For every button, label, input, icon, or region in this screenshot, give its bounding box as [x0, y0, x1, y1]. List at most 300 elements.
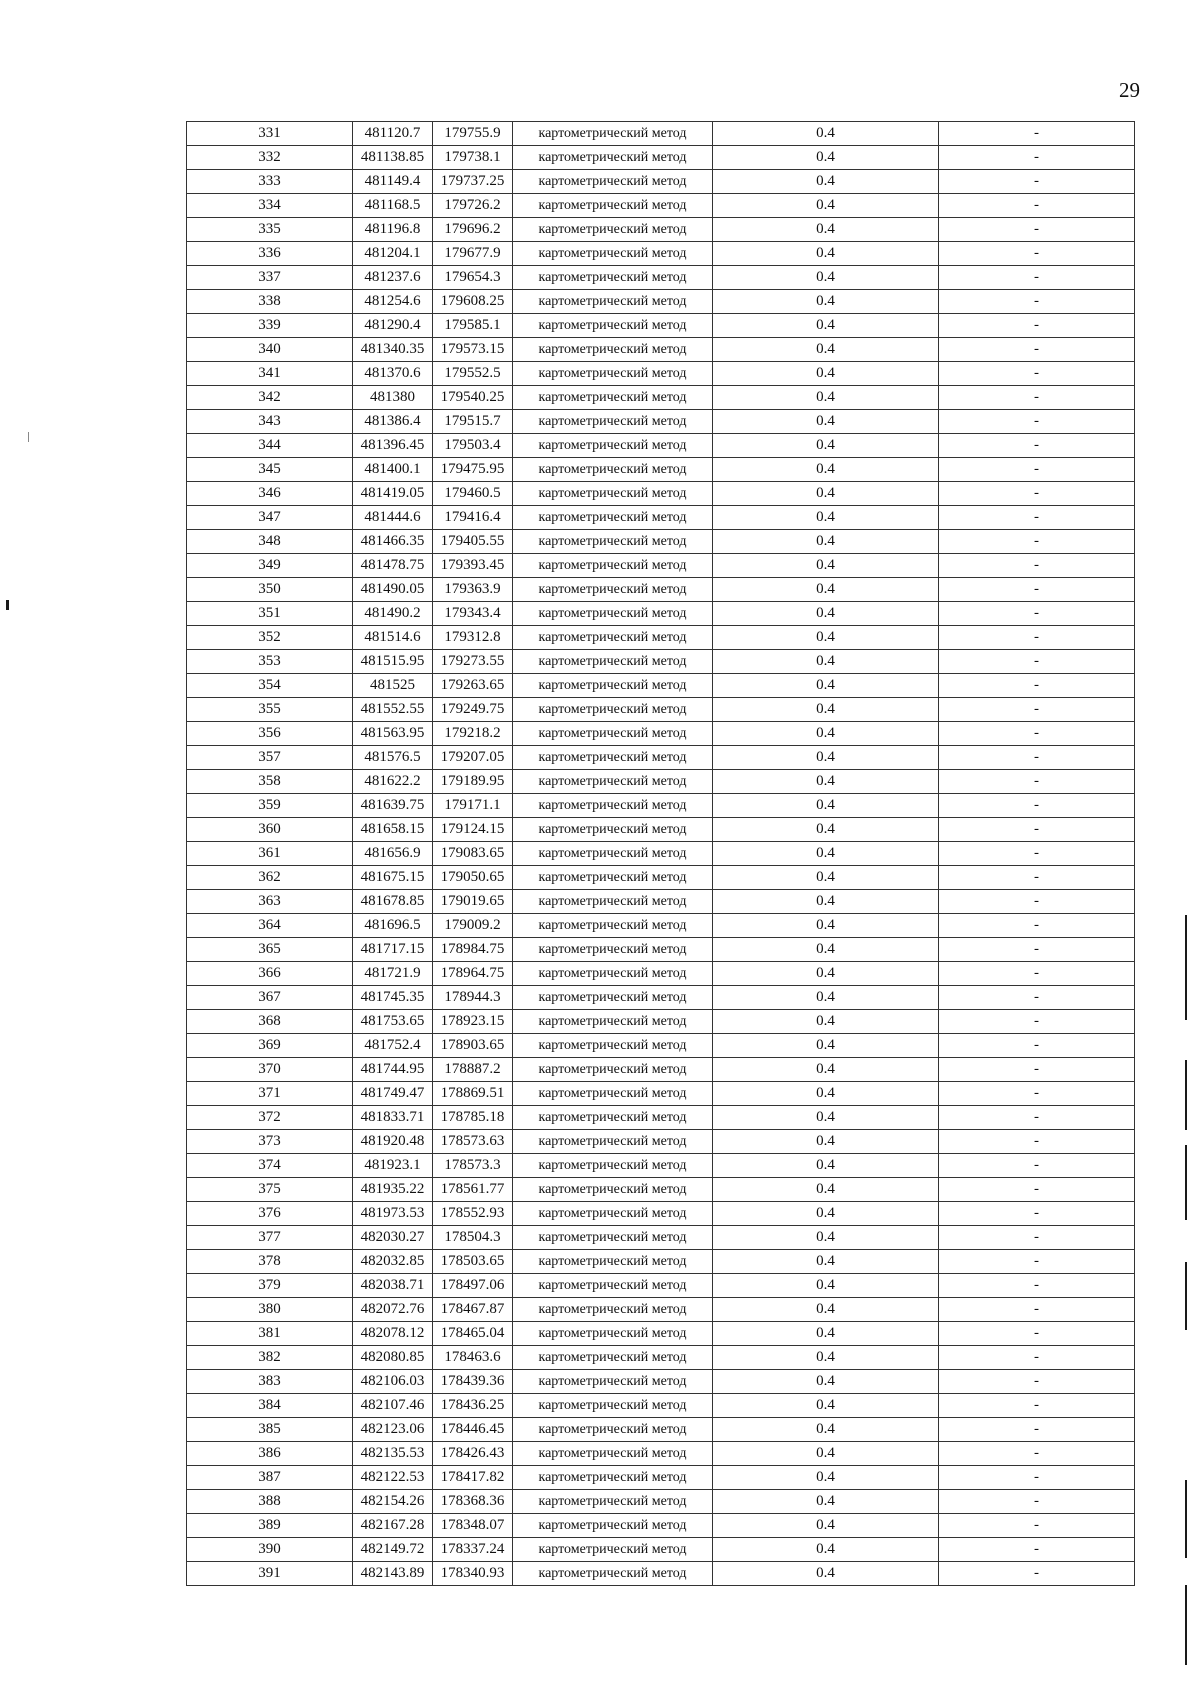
cell-method: картометрический метод	[513, 1178, 713, 1202]
table-row	[187, 506, 1135, 530]
cell-y-coordinate: 179207.05	[433, 746, 513, 770]
cell-x-coordinate: 481237.6	[353, 266, 433, 290]
cell-y-coordinate: 179019.65	[433, 890, 513, 914]
cell-method: картометрический метод	[513, 122, 713, 146]
cell-x-coordinate: 481752.4	[353, 1034, 433, 1058]
table-row	[187, 1298, 1135, 1322]
cell-point-number: 380	[187, 1298, 353, 1322]
cell-point-number: 377	[187, 1226, 353, 1250]
cell-note: -	[939, 458, 1135, 482]
cell-method: картометрический метод	[513, 386, 713, 410]
cell-y-coordinate: 179263.65	[433, 674, 513, 698]
cell-point-number: 375	[187, 1178, 353, 1202]
cell-note: -	[939, 1322, 1135, 1346]
cell-x-coordinate: 481380	[353, 386, 433, 410]
cell-y-coordinate: 178467.87	[433, 1298, 513, 1322]
cell-point-number: 354	[187, 674, 353, 698]
cell-accuracy: 0.4	[713, 1178, 939, 1202]
cell-method: картометрический метод	[513, 434, 713, 458]
cell-point-number: 346	[187, 482, 353, 506]
cell-point-number: 338	[187, 290, 353, 314]
table-row	[187, 1418, 1135, 1442]
cell-y-coordinate: 179416.4	[433, 506, 513, 530]
table-row	[187, 1010, 1135, 1034]
cell-method: картометрический метод	[513, 506, 713, 530]
table-row	[187, 218, 1135, 242]
cell-point-number: 379	[187, 1274, 353, 1298]
cell-method: картометрический метод	[513, 242, 713, 266]
cell-method: картометрический метод	[513, 890, 713, 914]
cell-accuracy: 0.4	[713, 650, 939, 674]
table-row	[187, 1250, 1135, 1274]
cell-x-coordinate: 481658.15	[353, 818, 433, 842]
cell-point-number: 388	[187, 1490, 353, 1514]
cell-note: -	[939, 1010, 1135, 1034]
cell-method: картометрический метод	[513, 218, 713, 242]
cell-accuracy: 0.4	[713, 1442, 939, 1466]
cell-method: картометрический метод	[513, 314, 713, 338]
cell-method: картометрический метод	[513, 1154, 713, 1178]
cell-y-coordinate: 179050.65	[433, 866, 513, 890]
scan-mark	[1185, 1262, 1187, 1330]
cell-y-coordinate: 178573.63	[433, 1130, 513, 1154]
table-row	[187, 1034, 1135, 1058]
cell-method: картометрический метод	[513, 602, 713, 626]
table-row	[187, 578, 1135, 602]
cell-point-number: 332	[187, 146, 353, 170]
cell-note: -	[939, 1058, 1135, 1082]
cell-accuracy: 0.4	[713, 1130, 939, 1154]
cell-note: -	[939, 1250, 1135, 1274]
cell-x-coordinate: 481204.1	[353, 242, 433, 266]
table-row	[187, 194, 1135, 218]
cell-point-number: 386	[187, 1442, 353, 1466]
cell-accuracy: 0.4	[713, 242, 939, 266]
table-row	[187, 794, 1135, 818]
cell-accuracy: 0.4	[713, 218, 939, 242]
cell-point-number: 347	[187, 506, 353, 530]
table-row	[187, 962, 1135, 986]
cell-point-number: 383	[187, 1370, 353, 1394]
cell-accuracy: 0.4	[713, 1058, 939, 1082]
cell-x-coordinate: 482080.85	[353, 1346, 433, 1370]
cell-point-number: 343	[187, 410, 353, 434]
cell-y-coordinate: 178446.45	[433, 1418, 513, 1442]
cell-y-coordinate: 178887.2	[433, 1058, 513, 1082]
cell-x-coordinate: 482032.85	[353, 1250, 433, 1274]
cell-accuracy: 0.4	[713, 866, 939, 890]
cell-x-coordinate: 481515.95	[353, 650, 433, 674]
cell-accuracy: 0.4	[713, 986, 939, 1010]
table-row	[187, 842, 1135, 866]
table-row	[187, 1274, 1135, 1298]
table-row	[187, 482, 1135, 506]
cell-point-number: 345	[187, 458, 353, 482]
cell-method: картометрический метод	[513, 146, 713, 170]
cell-accuracy: 0.4	[713, 914, 939, 938]
cell-point-number: 340	[187, 338, 353, 362]
cell-x-coordinate: 481138.85	[353, 146, 433, 170]
cell-note: -	[939, 578, 1135, 602]
cell-y-coordinate: 178984.75	[433, 938, 513, 962]
cell-accuracy: 0.4	[713, 146, 939, 170]
cell-method: картометрический метод	[513, 1034, 713, 1058]
cell-point-number: 384	[187, 1394, 353, 1418]
cell-note: -	[939, 1562, 1135, 1586]
cell-y-coordinate: 179654.3	[433, 266, 513, 290]
cell-note: -	[939, 1298, 1135, 1322]
cell-y-coordinate: 179249.75	[433, 698, 513, 722]
cell-method: картометрический метод	[513, 818, 713, 842]
cell-x-coordinate: 481444.6	[353, 506, 433, 530]
cell-accuracy: 0.4	[713, 122, 939, 146]
cell-method: картометрический метод	[513, 746, 713, 770]
cell-method: картометрический метод	[513, 170, 713, 194]
cell-x-coordinate: 481168.5	[353, 194, 433, 218]
cell-note: -	[939, 290, 1135, 314]
cell-y-coordinate: 178561.77	[433, 1178, 513, 1202]
cell-method: картометрический метод	[513, 1010, 713, 1034]
cell-method: картометрический метод	[513, 986, 713, 1010]
table-row	[187, 1346, 1135, 1370]
cell-method: картометрический метод	[513, 674, 713, 698]
cell-accuracy: 0.4	[713, 170, 939, 194]
cell-accuracy: 0.4	[713, 1562, 939, 1586]
cell-method: картометрический метод	[513, 866, 713, 890]
table-row	[187, 698, 1135, 722]
cell-y-coordinate: 178785.18	[433, 1106, 513, 1130]
cell-method: картометрический метод	[513, 1226, 713, 1250]
cell-x-coordinate: 481386.4	[353, 410, 433, 434]
cell-method: картометрический метод	[513, 842, 713, 866]
table-row	[187, 1466, 1135, 1490]
table-row	[187, 938, 1135, 962]
cell-method: картометрический метод	[513, 1346, 713, 1370]
cell-note: -	[939, 1418, 1135, 1442]
cell-method: картометрический метод	[513, 1298, 713, 1322]
cell-note: -	[939, 434, 1135, 458]
cell-accuracy: 0.4	[713, 434, 939, 458]
cell-y-coordinate: 178436.25	[433, 1394, 513, 1418]
cell-accuracy: 0.4	[713, 458, 939, 482]
cell-method: картометрический метод	[513, 1322, 713, 1346]
cell-accuracy: 0.4	[713, 506, 939, 530]
cell-x-coordinate: 481400.1	[353, 458, 433, 482]
cell-method: картометрический метод	[513, 1274, 713, 1298]
cell-note: -	[939, 602, 1135, 626]
cell-note: -	[939, 506, 1135, 530]
cell-x-coordinate: 481563.95	[353, 722, 433, 746]
cell-method: картометрический метод	[513, 458, 713, 482]
cell-y-coordinate: 178368.36	[433, 1490, 513, 1514]
cell-point-number: 373	[187, 1130, 353, 1154]
cell-method: картометрический метод	[513, 194, 713, 218]
cell-note: -	[939, 1394, 1135, 1418]
table-row	[187, 1202, 1135, 1226]
cell-method: картометрический метод	[513, 698, 713, 722]
cell-x-coordinate: 481749.47	[353, 1082, 433, 1106]
cell-x-coordinate: 481490.05	[353, 578, 433, 602]
cell-method: картометрический метод	[513, 1514, 713, 1538]
cell-y-coordinate: 179552.5	[433, 362, 513, 386]
table-row	[187, 818, 1135, 842]
cell-accuracy: 0.4	[713, 1226, 939, 1250]
cell-accuracy: 0.4	[713, 266, 939, 290]
cell-note: -	[939, 242, 1135, 266]
cell-note: -	[939, 1514, 1135, 1538]
cell-x-coordinate: 482106.03	[353, 1370, 433, 1394]
cell-note: -	[939, 266, 1135, 290]
cell-point-number: 391	[187, 1562, 353, 1586]
cell-x-coordinate: 481639.75	[353, 794, 433, 818]
table-row	[187, 290, 1135, 314]
cell-y-coordinate: 179726.2	[433, 194, 513, 218]
cell-y-coordinate: 178348.07	[433, 1514, 513, 1538]
cell-note: -	[939, 194, 1135, 218]
cell-y-coordinate: 179755.9	[433, 122, 513, 146]
cell-y-coordinate: 178426.43	[433, 1442, 513, 1466]
table-row	[187, 458, 1135, 482]
table-row	[187, 1178, 1135, 1202]
cell-method: картометрический метод	[513, 1394, 713, 1418]
cell-note: -	[939, 770, 1135, 794]
cell-point-number: 333	[187, 170, 353, 194]
cell-x-coordinate: 481419.05	[353, 482, 433, 506]
cell-x-coordinate: 481717.15	[353, 938, 433, 962]
cell-x-coordinate: 481656.9	[353, 842, 433, 866]
cell-x-coordinate: 481920.48	[353, 1130, 433, 1154]
table-row	[187, 1490, 1135, 1514]
cell-y-coordinate: 179273.55	[433, 650, 513, 674]
cell-x-coordinate: 481833.71	[353, 1106, 433, 1130]
cell-y-coordinate: 179405.55	[433, 530, 513, 554]
cell-x-coordinate: 481254.6	[353, 290, 433, 314]
cell-note: -	[939, 1130, 1135, 1154]
table-row	[187, 314, 1135, 338]
cell-point-number: 374	[187, 1154, 353, 1178]
cell-x-coordinate: 481514.6	[353, 626, 433, 650]
cell-point-number: 331	[187, 122, 353, 146]
cell-point-number: 370	[187, 1058, 353, 1082]
cell-y-coordinate: 179503.4	[433, 434, 513, 458]
cell-x-coordinate: 481478.75	[353, 554, 433, 578]
cell-point-number: 376	[187, 1202, 353, 1226]
cell-point-number: 357	[187, 746, 353, 770]
cell-x-coordinate: 481290.4	[353, 314, 433, 338]
cell-method: картометрический метод	[513, 1370, 713, 1394]
cell-y-coordinate: 179737.25	[433, 170, 513, 194]
table-row	[187, 338, 1135, 362]
cell-accuracy: 0.4	[713, 482, 939, 506]
cell-method: картометрический метод	[513, 1490, 713, 1514]
cell-y-coordinate: 178552.93	[433, 1202, 513, 1226]
table-row	[187, 1130, 1135, 1154]
cell-x-coordinate: 482107.46	[353, 1394, 433, 1418]
cell-note: -	[939, 818, 1135, 842]
cell-note: -	[939, 314, 1135, 338]
cell-point-number: 365	[187, 938, 353, 962]
cell-method: картометрический метод	[513, 650, 713, 674]
cell-accuracy: 0.4	[713, 530, 939, 554]
cell-x-coordinate: 481576.5	[353, 746, 433, 770]
scan-mark	[1185, 1585, 1187, 1665]
cell-x-coordinate: 481196.8	[353, 218, 433, 242]
cell-x-coordinate: 482038.71	[353, 1274, 433, 1298]
cell-accuracy: 0.4	[713, 290, 939, 314]
cell-accuracy: 0.4	[713, 1106, 939, 1130]
table-row	[187, 146, 1135, 170]
cell-note: -	[939, 1490, 1135, 1514]
cell-note: -	[939, 338, 1135, 362]
cell-accuracy: 0.4	[713, 1394, 939, 1418]
cell-point-number: 385	[187, 1418, 353, 1442]
table-row	[187, 1442, 1135, 1466]
table-row	[187, 410, 1135, 434]
table-row	[187, 122, 1135, 146]
cell-note: -	[939, 914, 1135, 938]
table-row	[187, 650, 1135, 674]
cell-y-coordinate: 178903.65	[433, 1034, 513, 1058]
cell-x-coordinate: 482122.53	[353, 1466, 433, 1490]
table-row	[187, 722, 1135, 746]
cell-note: -	[939, 746, 1135, 770]
table-row	[187, 242, 1135, 266]
cell-accuracy: 0.4	[713, 1514, 939, 1538]
cell-note: -	[939, 842, 1135, 866]
cell-x-coordinate: 481753.65	[353, 1010, 433, 1034]
cell-method: картометрический метод	[513, 938, 713, 962]
table-row	[187, 362, 1135, 386]
cell-method: картометрический метод	[513, 626, 713, 650]
cell-accuracy: 0.4	[713, 1082, 939, 1106]
cell-accuracy: 0.4	[713, 1370, 939, 1394]
cell-y-coordinate: 179083.65	[433, 842, 513, 866]
table-row	[187, 890, 1135, 914]
cell-point-number: 390	[187, 1538, 353, 1562]
cell-accuracy: 0.4	[713, 1250, 939, 1274]
cell-point-number: 339	[187, 314, 353, 338]
cell-accuracy: 0.4	[713, 578, 939, 602]
table-row	[187, 866, 1135, 890]
table-body	[187, 122, 1135, 1586]
cell-accuracy: 0.4	[713, 1490, 939, 1514]
cell-note: -	[939, 170, 1135, 194]
cell-y-coordinate: 178869.51	[433, 1082, 513, 1106]
cell-accuracy: 0.4	[713, 194, 939, 218]
cell-x-coordinate: 481120.7	[353, 122, 433, 146]
cell-note: -	[939, 122, 1135, 146]
cell-y-coordinate: 179585.1	[433, 314, 513, 338]
cell-note: -	[939, 722, 1135, 746]
cell-note: -	[939, 386, 1135, 410]
cell-y-coordinate: 178439.36	[433, 1370, 513, 1394]
cell-y-coordinate: 179343.4	[433, 602, 513, 626]
coordinates-table	[186, 121, 1135, 1586]
cell-accuracy: 0.4	[713, 962, 939, 986]
cell-x-coordinate: 482123.06	[353, 1418, 433, 1442]
cell-method: картометрический метод	[513, 410, 713, 434]
scan-mark	[6, 600, 9, 610]
cell-accuracy: 0.4	[713, 1034, 939, 1058]
cell-note: -	[939, 986, 1135, 1010]
cell-y-coordinate: 178337.24	[433, 1538, 513, 1562]
cell-accuracy: 0.4	[713, 890, 939, 914]
cell-note: -	[939, 1346, 1135, 1370]
table-row	[187, 1106, 1135, 1130]
cell-accuracy: 0.4	[713, 698, 939, 722]
cell-accuracy: 0.4	[713, 770, 939, 794]
cell-method: картометрический метод	[513, 1418, 713, 1442]
cell-point-number: 337	[187, 266, 353, 290]
cell-method: картометрический метод	[513, 770, 713, 794]
cell-y-coordinate: 178503.65	[433, 1250, 513, 1274]
cell-note: -	[939, 554, 1135, 578]
cell-method: картометрический метод	[513, 722, 713, 746]
cell-note: -	[939, 1370, 1135, 1394]
cell-accuracy: 0.4	[713, 362, 939, 386]
cell-x-coordinate: 481340.35	[353, 338, 433, 362]
cell-x-coordinate: 481678.85	[353, 890, 433, 914]
table-row	[187, 1538, 1135, 1562]
table-row	[187, 170, 1135, 194]
cell-x-coordinate: 482135.53	[353, 1442, 433, 1466]
cell-note: -	[939, 674, 1135, 698]
cell-accuracy: 0.4	[713, 1466, 939, 1490]
cell-accuracy: 0.4	[713, 410, 939, 434]
cell-note: -	[939, 1178, 1135, 1202]
cell-point-number: 344	[187, 434, 353, 458]
cell-note: -	[939, 962, 1135, 986]
table-row	[187, 1514, 1135, 1538]
table-row	[187, 1322, 1135, 1346]
cell-y-coordinate: 179363.9	[433, 578, 513, 602]
cell-point-number: 351	[187, 602, 353, 626]
cell-method: картометрический метод	[513, 578, 713, 602]
cell-note: -	[939, 1034, 1135, 1058]
cell-note: -	[939, 1226, 1135, 1250]
cell-x-coordinate: 482167.28	[353, 1514, 433, 1538]
cell-method: картометрический метод	[513, 338, 713, 362]
cell-note: -	[939, 218, 1135, 242]
cell-note: -	[939, 1154, 1135, 1178]
cell-point-number: 381	[187, 1322, 353, 1346]
cell-point-number: 362	[187, 866, 353, 890]
cell-x-coordinate: 481370.6	[353, 362, 433, 386]
cell-method: картометрический метод	[513, 1466, 713, 1490]
cell-note: -	[939, 938, 1135, 962]
cell-note: -	[939, 698, 1135, 722]
cell-x-coordinate: 481745.35	[353, 986, 433, 1010]
cell-y-coordinate: 178497.06	[433, 1274, 513, 1298]
cell-point-number: 364	[187, 914, 353, 938]
cell-x-coordinate: 481466.35	[353, 530, 433, 554]
cell-note: -	[939, 146, 1135, 170]
cell-x-coordinate: 482072.76	[353, 1298, 433, 1322]
cell-x-coordinate: 481973.53	[353, 1202, 433, 1226]
cell-method: картометрический метод	[513, 1562, 713, 1586]
cell-accuracy: 0.4	[713, 746, 939, 770]
cell-note: -	[939, 1538, 1135, 1562]
cell-method: картометрический метод	[513, 1442, 713, 1466]
cell-y-coordinate: 179009.2	[433, 914, 513, 938]
cell-note: -	[939, 626, 1135, 650]
cell-method: картометрический метод	[513, 1082, 713, 1106]
cell-accuracy: 0.4	[713, 1010, 939, 1034]
cell-point-number: 378	[187, 1250, 353, 1274]
cell-point-number: 368	[187, 1010, 353, 1034]
cell-y-coordinate: 179312.8	[433, 626, 513, 650]
scan-mark	[1185, 1060, 1187, 1130]
